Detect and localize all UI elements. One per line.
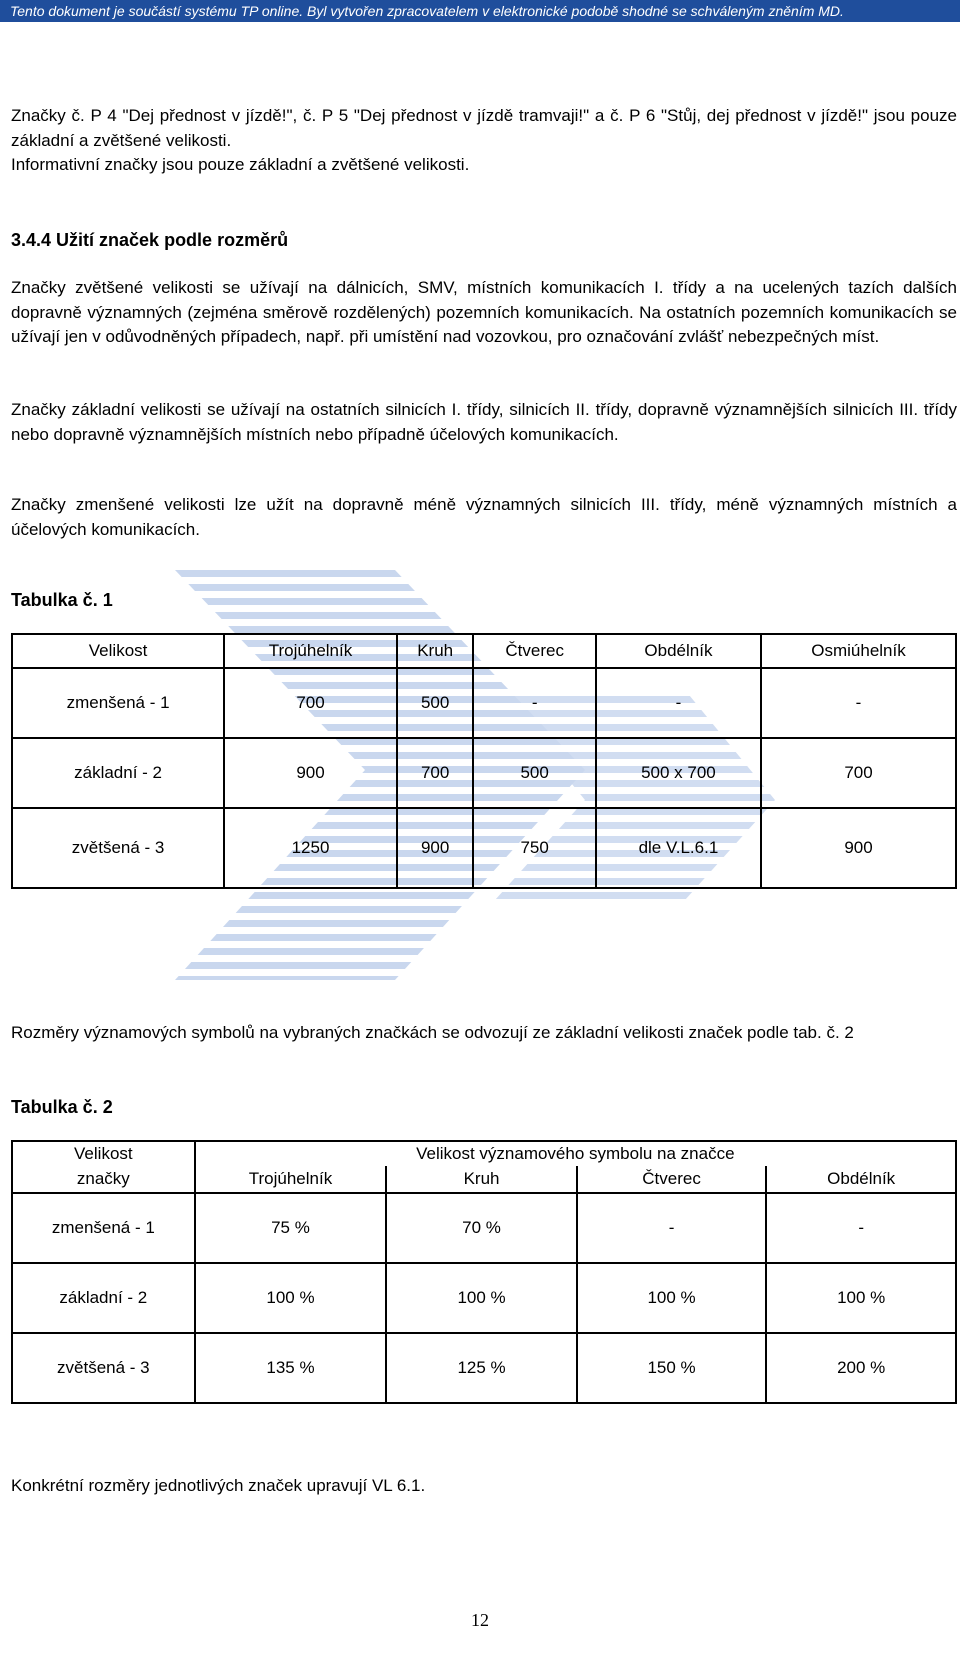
table2-header-cell: značky xyxy=(12,1166,195,1193)
table2-cell: 135 % xyxy=(195,1333,387,1403)
table2-intro-paragraph: Rozměry významových symbolů na vybraných značkách se odvozují ze základní velikosti značek podle tab. č. 2 xyxy=(11,1023,854,1042)
intro-paragraph-1: Značky č. P 4 "Dej přednost v jízdě!", č. P 5 "Dej přednost v jízdě tramvaji!" a č. P 6 "Stůj, dej přednost v jízdě!" jsou pouze základní a zvětšené velikosti. xyxy=(11,106,957,150)
table1-cell: 900 xyxy=(224,738,397,808)
table2-cell: 100 % xyxy=(577,1263,767,1333)
table2-subheader-cell: Trojúhelník xyxy=(195,1166,387,1193)
section-paragraph-2: Značky základní velikosti se užívají na ostatních silnicích I. třídy, silnicích II. třídy, dopravně významnějších silnicích III. třídy nebo dopravně významnějších místních nebo případně účelových komunikacích. xyxy=(11,400,957,444)
table2-cell: 100 % xyxy=(766,1263,956,1333)
intro-paragraph-2: Informativní značky jsou pouze základní a zvětšené velikosti. xyxy=(11,155,470,174)
table2-cell: - xyxy=(766,1193,956,1263)
table2-subheader-row xyxy=(12,1166,956,1193)
table2-subheader-cell: Čtverec xyxy=(577,1166,767,1193)
table1 xyxy=(11,633,957,889)
section-paragraph-3: Značky zmenšené velikosti lze užít na dopravně méně významných silnicích III. třídy, méně významných místních a účelových komunikacích. xyxy=(11,495,957,539)
table1-cell: 500 x 700 xyxy=(596,738,761,808)
table2-cell: 125 % xyxy=(386,1333,576,1403)
table2-cell: základní - 2 xyxy=(12,1263,195,1333)
table2-cell: - xyxy=(577,1193,767,1263)
table2-row xyxy=(12,1193,956,1263)
table1-cell: - xyxy=(761,668,956,738)
table2-caption: Tabulka č. 2 xyxy=(11,1097,113,1117)
table1-header-cell: Trojúhelník xyxy=(224,634,397,668)
table1-cell: 500 xyxy=(397,668,474,738)
table1-cell: 700 xyxy=(224,668,397,738)
table1-cell: zvětšená - 3 xyxy=(12,808,224,888)
table2 xyxy=(11,1140,957,1404)
table1-cell: - xyxy=(473,668,595,738)
table1-header-cell: Osmiúhelník xyxy=(761,634,956,668)
table1-header-cell: Obdélník xyxy=(596,634,761,668)
section-paragraph-1: Značky zvětšené velikosti se užívají na dálnicích, SMV, místních komunikacích I. třídy a na ucelených tazích dalších dopravně významných (zejména směrově rozdělených) pozemních komunikacích. Na ostatních pozemních komunikacích se užívají jen v odůvodněných případech, např. při umístění nad vozovkou, pro označování zvlášť nebezpečných míst. xyxy=(11,278,957,346)
footer-paragraph: Konkrétní rozměry jednotlivých značek upravují VL 6.1. xyxy=(11,1476,426,1495)
table2-header-row xyxy=(12,1141,956,1166)
table1-cell: 700 xyxy=(397,738,474,808)
table2-cell: 100 % xyxy=(195,1263,387,1333)
table2-cell: 75 % xyxy=(195,1193,387,1263)
table2-cell: zmenšená - 1 xyxy=(12,1193,195,1263)
table2-row xyxy=(12,1333,956,1403)
table1-cell: 900 xyxy=(761,808,956,888)
table1-row xyxy=(12,808,956,888)
table1-header-row xyxy=(12,634,956,668)
table1-row xyxy=(12,738,956,808)
table2-cell: zvětšená - 3 xyxy=(12,1333,195,1403)
table2-cell: 150 % xyxy=(577,1333,767,1403)
table1-cell: 500 xyxy=(473,738,595,808)
table1-cell: 900 xyxy=(397,808,474,888)
section-heading: 3.4.4 Užití značek podle rozměrů xyxy=(11,230,289,250)
table1-caption: Tabulka č. 1 xyxy=(11,590,113,610)
table2-row xyxy=(12,1263,956,1333)
table1-header-cell: Kruh xyxy=(397,634,474,668)
table2-header-cell: Velikost xyxy=(12,1141,195,1166)
table2-cell: 200 % xyxy=(766,1333,956,1403)
table1-cell: 1250 xyxy=(224,808,397,888)
table1-cell: 750 xyxy=(473,808,595,888)
table1-header-cell: Čtverec xyxy=(473,634,595,668)
page-number: 12 xyxy=(471,1610,489,1630)
table2-subheader-cell: Obdélník xyxy=(766,1166,956,1193)
table1-cell: základní - 2 xyxy=(12,738,224,808)
table2-header-span-cell: Velikost významového symbolu na značce xyxy=(195,1141,956,1166)
table1-cell: - xyxy=(596,668,761,738)
table1-cell: 700 xyxy=(761,738,956,808)
document-banner: Tento dokument je součástí systému TP online. Byl vytvořen zpracovatelem v elektronické podobě shodné se schváleným zněním MD. xyxy=(0,0,960,22)
table1-row xyxy=(12,668,956,738)
table1-cell: dle V.L.6.1 xyxy=(596,808,761,888)
table2-subheader-cell: Kruh xyxy=(386,1166,576,1193)
table1-header-cell: Velikost xyxy=(12,634,224,668)
table2-cell: 70 % xyxy=(386,1193,576,1263)
table2-cell: 100 % xyxy=(386,1263,576,1333)
table1-cell: zmenšená - 1 xyxy=(12,668,224,738)
